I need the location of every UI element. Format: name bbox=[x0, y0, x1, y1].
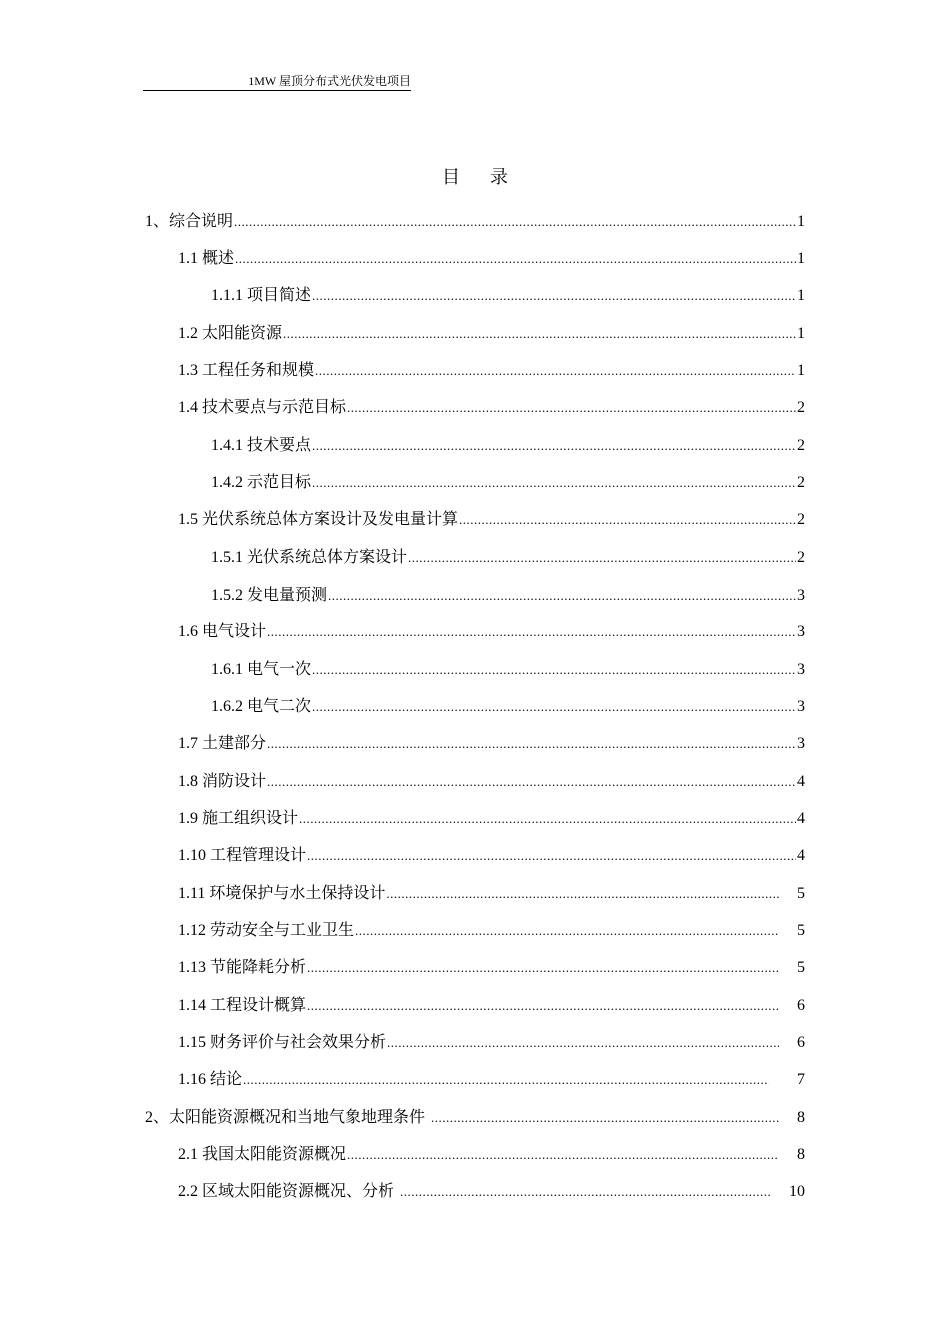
toc-entry-label: 1.14 工程设计概算 bbox=[178, 997, 307, 1014]
toc-entry-page: 1 bbox=[797, 213, 805, 230]
running-header-title: 1MW 屋顶分布式光伏发电项目 bbox=[248, 74, 411, 88]
toc-entry-page: 5 bbox=[797, 885, 805, 902]
toc-entry-page: 7 bbox=[797, 1071, 805, 1088]
toc-leader bbox=[283, 322, 796, 346]
toc-leader bbox=[312, 658, 796, 682]
toc-leader bbox=[267, 770, 796, 794]
toc-entry[interactable] bbox=[211, 434, 805, 458]
toc-leader bbox=[267, 732, 796, 756]
toc-entry-page: 6 bbox=[797, 997, 805, 1014]
toc-leader bbox=[315, 359, 796, 383]
toc-entry-label: 1.6.2 电气二次 bbox=[211, 698, 312, 715]
toc-entry-label: 1.13 节能降耗分析 bbox=[178, 959, 307, 976]
toc-entry[interactable] bbox=[178, 508, 805, 532]
toc-entry-label: 1.11 环境保护与水土保持设计 bbox=[178, 885, 386, 902]
toc-entry-page: 10 bbox=[789, 1183, 805, 1200]
toc-entry-page: 3 bbox=[797, 623, 805, 640]
toc-entry-page: 6 bbox=[797, 1034, 805, 1051]
toc-entry-page: 3 bbox=[797, 661, 805, 678]
toc-entry-page: 1 bbox=[797, 325, 805, 342]
toc-entry-label: 1.5 光伏系统总体方案设计及发电量计算 bbox=[178, 511, 459, 528]
toc-leader bbox=[328, 584, 796, 608]
toc-entry-page: 1 bbox=[797, 287, 805, 304]
toc-entry[interactable] bbox=[178, 1143, 805, 1167]
toc-entry[interactable] bbox=[178, 322, 805, 346]
toc-entry[interactable] bbox=[178, 359, 805, 383]
toc-entry-label: 1、综合说明 bbox=[145, 213, 234, 230]
toc-entry-label: 1.1 概述 bbox=[178, 250, 235, 267]
toc-leader bbox=[307, 844, 796, 868]
toc-leader bbox=[312, 471, 796, 495]
toc-entry-label: 1.4.1 技术要点 bbox=[211, 437, 312, 454]
toc-entry[interactable] bbox=[178, 1180, 805, 1204]
toc-entry-page: 8 bbox=[797, 1109, 805, 1126]
toc-entry[interactable] bbox=[211, 695, 805, 719]
running-header bbox=[143, 72, 411, 91]
toc-entry-page: 8 bbox=[797, 1146, 805, 1163]
toc-entry[interactable] bbox=[145, 1106, 805, 1130]
toc-leader bbox=[386, 882, 779, 906]
toc-entry-label: 2.1 我国太阳能资源概况 bbox=[178, 1146, 347, 1163]
toc-entry[interactable] bbox=[178, 994, 805, 1018]
toc-entry-page: 1 bbox=[797, 250, 805, 267]
toc-entry-page: 4 bbox=[797, 847, 805, 864]
toc-title-left: 目 bbox=[442, 167, 460, 187]
toc-entry[interactable] bbox=[178, 247, 805, 271]
toc-leader bbox=[347, 396, 796, 420]
toc-entry[interactable] bbox=[178, 844, 805, 868]
toc-entry-label: 1.10 工程管理设计 bbox=[178, 847, 307, 864]
toc-entry[interactable] bbox=[211, 546, 805, 570]
toc-entry-label: 1.1.1 项目简述 bbox=[211, 287, 312, 304]
toc-entry[interactable] bbox=[211, 584, 805, 608]
toc-entry-page: 3 bbox=[797, 587, 805, 604]
toc-entry-label: 1.12 劳动安全与工业卫生 bbox=[178, 922, 355, 939]
toc-entry[interactable] bbox=[178, 770, 805, 794]
toc-entry[interactable] bbox=[178, 732, 805, 756]
toc-entry-label: 1.8 消防设计 bbox=[178, 773, 267, 790]
toc-entry-page: 3 bbox=[797, 698, 805, 715]
toc-leader bbox=[267, 620, 796, 644]
toc-entry-page: 2 bbox=[797, 474, 805, 491]
toc-leader bbox=[234, 210, 796, 234]
toc-entry-page: 1 bbox=[797, 362, 805, 379]
toc-entry-label: 1.15 财务评价与社会效果分析 bbox=[178, 1034, 387, 1051]
toc-entry-label: 1.3 工程任务和规模 bbox=[178, 362, 315, 379]
toc-leader bbox=[299, 807, 796, 831]
toc-entry[interactable] bbox=[211, 471, 805, 495]
toc-entry-label: 1.7 土建部分 bbox=[178, 735, 267, 752]
toc-entry-page: 2 bbox=[797, 399, 805, 416]
toc-title-right: 录 bbox=[490, 167, 508, 187]
toc-entry-page: 2 bbox=[797, 437, 805, 454]
toc-leader bbox=[387, 1031, 779, 1055]
toc-entry-page: 5 bbox=[797, 922, 805, 939]
toc-entry[interactable] bbox=[145, 210, 805, 234]
toc-entry-page: 2 bbox=[797, 549, 805, 566]
toc-entry-label: 1.4.2 示范目标 bbox=[211, 474, 312, 491]
toc-entry[interactable] bbox=[178, 620, 805, 644]
toc-entry-label: 1.16 结论 bbox=[178, 1071, 243, 1088]
toc-leader bbox=[312, 434, 796, 458]
toc-leader bbox=[243, 1068, 769, 1092]
toc-entry-label: 1.5.1 光伏系统总体方案设计 bbox=[211, 549, 408, 566]
toc-entry[interactable] bbox=[178, 396, 805, 420]
toc-leader bbox=[312, 695, 796, 719]
toc-entry-page: 2 bbox=[797, 511, 805, 528]
toc-entry-label: 1.6.1 电气一次 bbox=[211, 661, 312, 678]
toc-entry-label: 1.9 施工组织设计 bbox=[178, 810, 299, 827]
toc-leader bbox=[347, 1143, 779, 1167]
toc-entry[interactable] bbox=[211, 284, 805, 308]
toc-leader bbox=[235, 247, 796, 271]
toc-entry-page: 4 bbox=[797, 773, 805, 790]
toc-leader bbox=[355, 919, 779, 943]
toc-entry[interactable] bbox=[178, 956, 805, 980]
toc-entry-label: 2.2 区域太阳能资源概况、分析 bbox=[178, 1183, 395, 1200]
toc-entry-page: 3 bbox=[797, 735, 805, 752]
toc-entry-label: 1.4 技术要点与示范目标 bbox=[178, 399, 347, 416]
toc-leader bbox=[400, 1180, 771, 1204]
toc-entry-label: 1.2 太阳能资源 bbox=[178, 325, 283, 342]
toc-entry[interactable] bbox=[211, 658, 805, 682]
toc-entry-label: 1.6 电气设计 bbox=[178, 623, 267, 640]
toc-entry-label: 1.5.2 发电量预测 bbox=[211, 587, 328, 604]
toc-leader bbox=[431, 1106, 779, 1130]
toc-entry-page: 4 bbox=[797, 810, 805, 827]
toc-leader bbox=[307, 956, 779, 980]
toc-entry-page: 5 bbox=[797, 959, 805, 976]
toc-leader bbox=[312, 284, 796, 308]
toc-leader bbox=[307, 994, 779, 1018]
toc-leader bbox=[408, 546, 796, 570]
toc-entry[interactable] bbox=[178, 807, 805, 831]
toc-title bbox=[0, 164, 950, 190]
toc-entry[interactable] bbox=[178, 1068, 805, 1092]
toc-entry[interactable] bbox=[178, 882, 805, 906]
toc-entry-label: 2、太阳能资源概况和当地气象地理条件 bbox=[145, 1109, 426, 1126]
toc-leader bbox=[459, 508, 796, 532]
toc-entry[interactable] bbox=[178, 1031, 805, 1055]
toc-entry[interactable] bbox=[178, 919, 805, 943]
